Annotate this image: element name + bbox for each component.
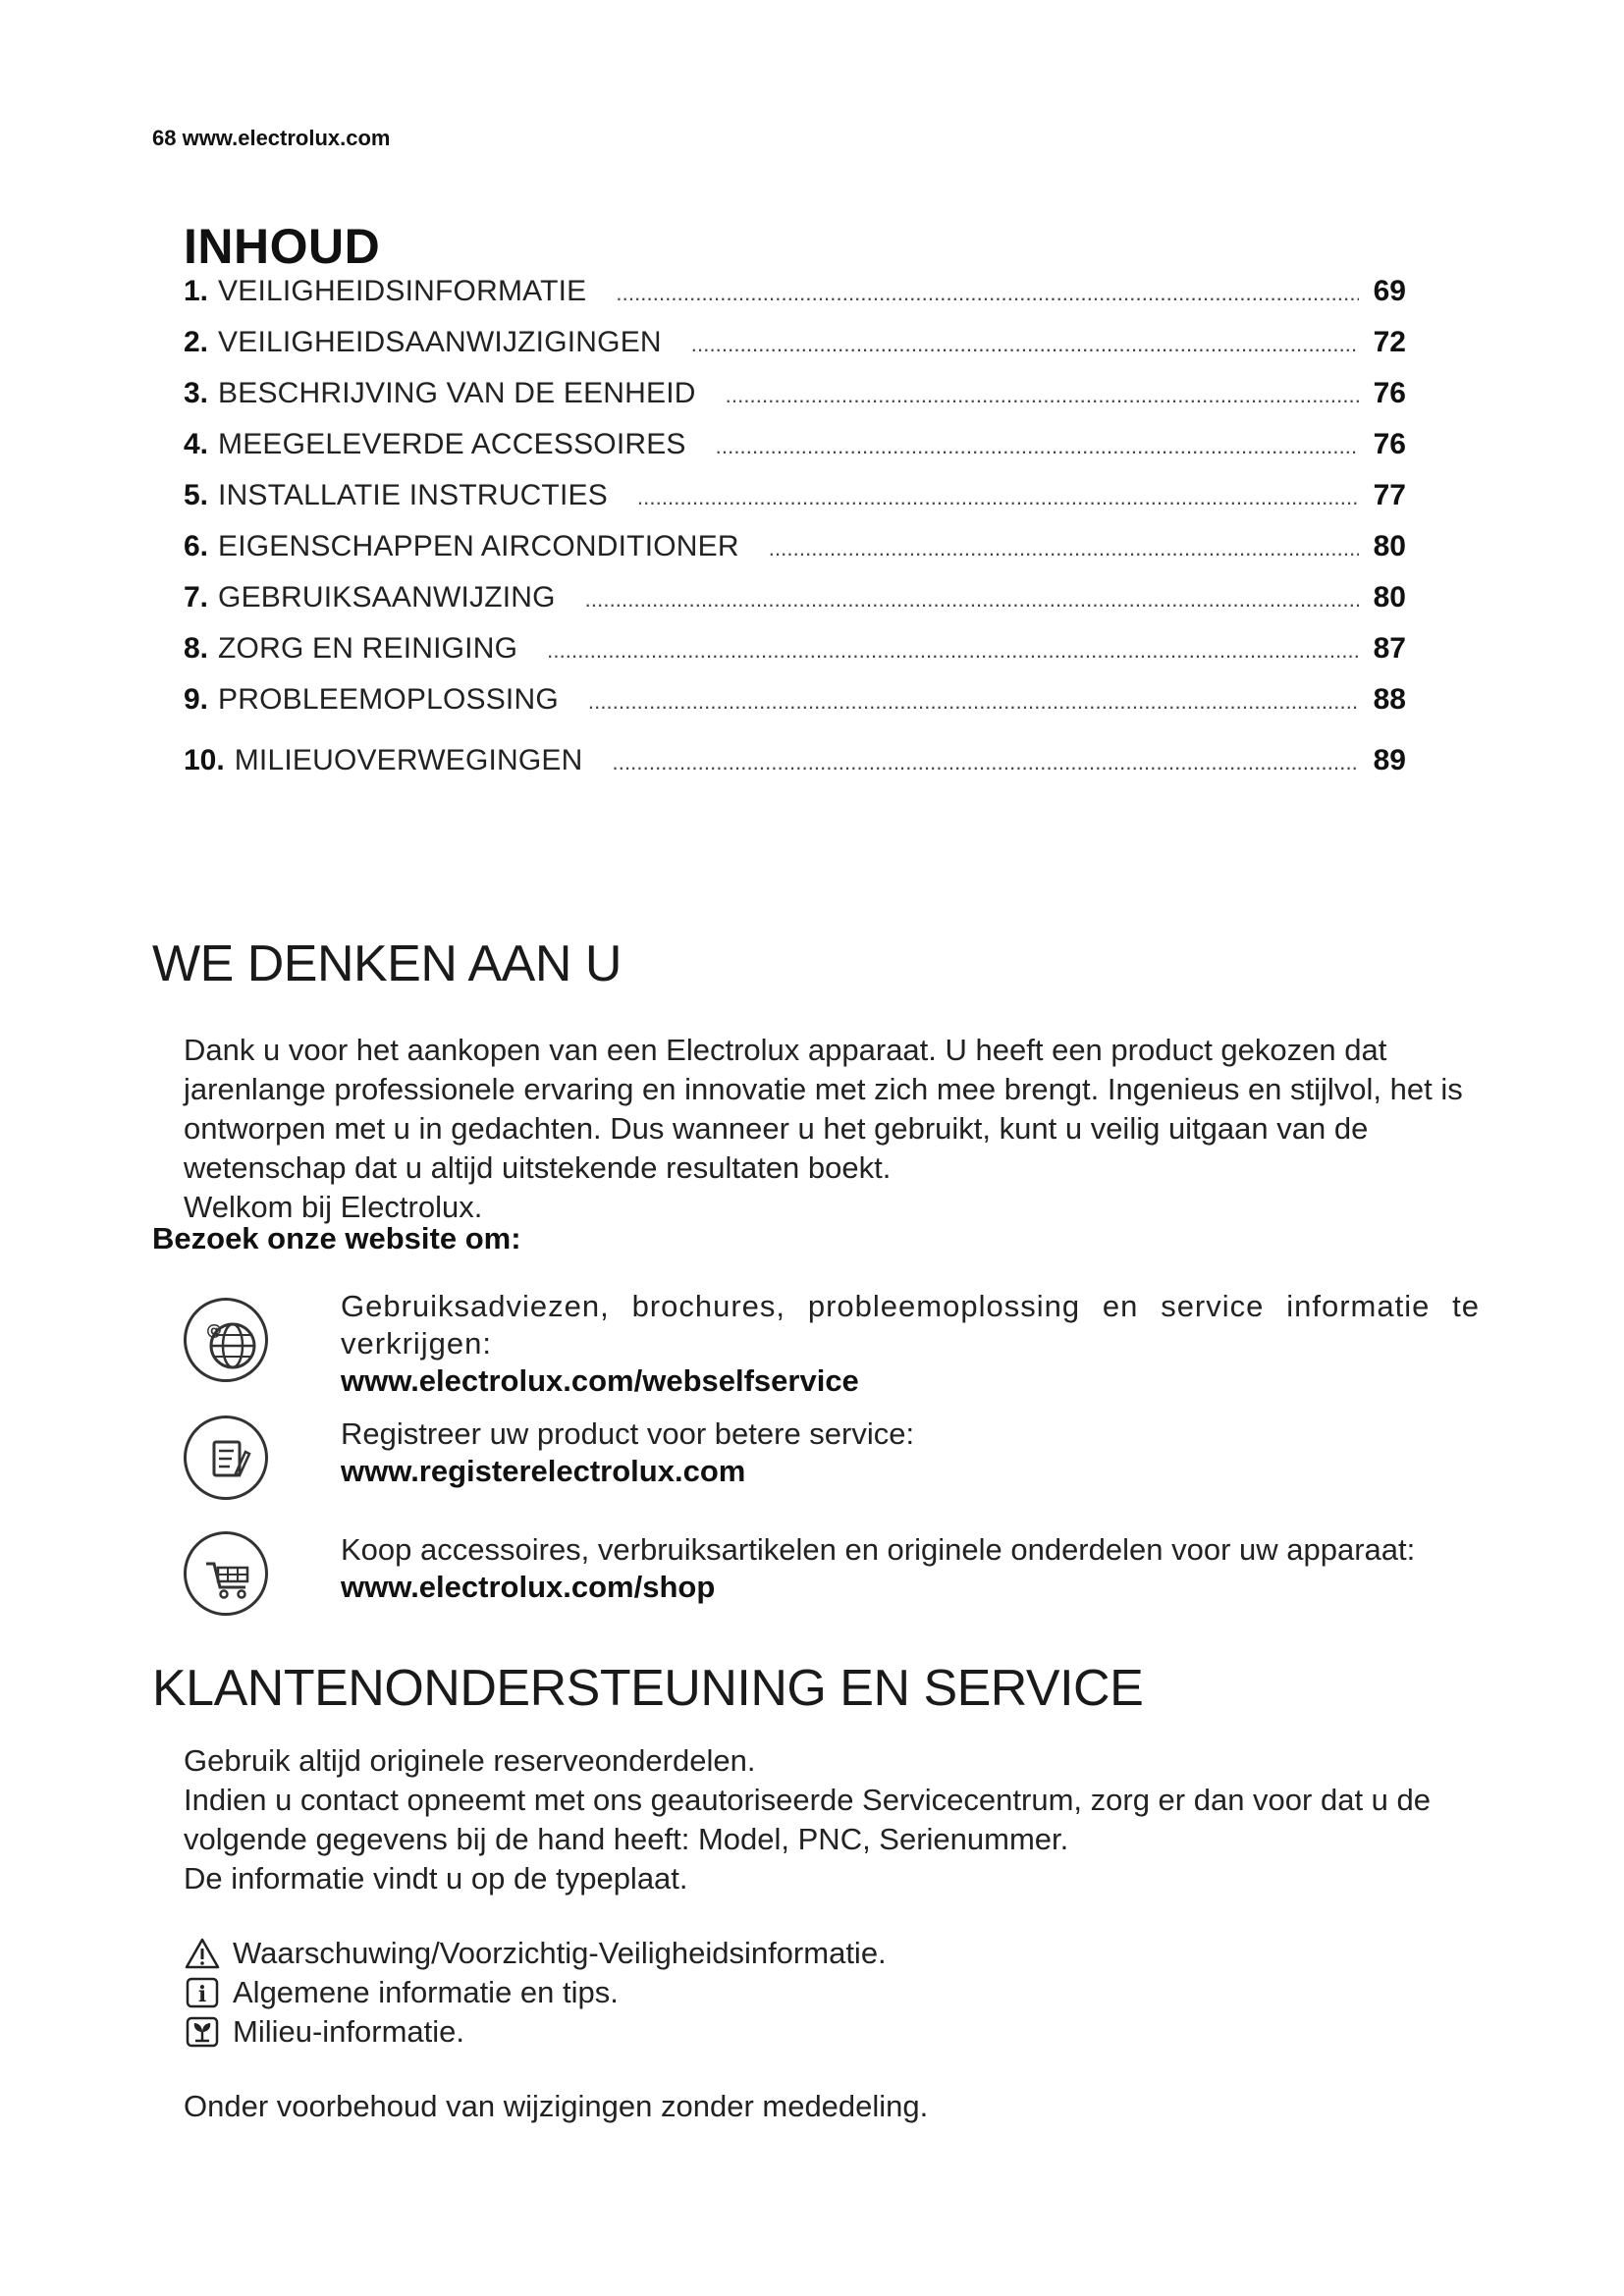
shopping-cart-icon	[184, 1531, 268, 1616]
info-icon	[184, 1976, 221, 2009]
legend-environment-label: Milieu-informatie.	[233, 2014, 465, 2049]
toc-dot-leader	[547, 638, 1359, 664]
toc-item-number: 1.	[184, 275, 209, 307]
toc-dot-leader	[726, 383, 1359, 408]
toc-item[interactable]	[184, 479, 1406, 530]
section-title-thinking: WE DENKEN AAN U	[152, 935, 622, 992]
link-description: Gebruiksadviezen, brochures, probleemoplossing en service informatie te verkrijgen:	[341, 1289, 1480, 1361]
legend-environment	[184, 2012, 464, 2052]
toc-item-number: 2.	[184, 326, 209, 358]
toc-item-number: 6.	[184, 530, 209, 562]
toc-item-page: 76	[1373, 428, 1406, 460]
toc-item-label: ZORG EN REINIGING	[218, 632, 518, 665]
toc-dot-leader	[613, 750, 1360, 775]
table-of-contents	[184, 275, 1406, 795]
toc-item-label: GEBRUIKSAANWIJZING	[218, 581, 556, 614]
support-line-2: Indien u contact opneemt met ons geautoriseerde Servicecentrum, zorg er dan voor dat u de volgende gegevens bij de hand heeft: Model, PNC, Serienummer.	[184, 1783, 1432, 1856]
register-document-icon	[184, 1415, 268, 1500]
legend-warning-label: Waarschuwing/Voorzichtig-Veiligheidsinformatie.	[233, 1936, 887, 1970]
webselfservice-url[interactable]: www.electrolux.com/webselfservice	[341, 1363, 859, 1398]
toc-item-label: VEILIGHEIDSAANWIJZIGINGEN	[218, 326, 662, 358]
link-description: Koop accessoires, verbruiksartikelen en originele onderdelen voor uw apparaat:	[341, 1532, 1416, 1567]
toc-item-page: 72	[1373, 326, 1406, 358]
toc-item[interactable]	[184, 428, 1406, 479]
toc-item-page: 80	[1373, 581, 1406, 614]
svg-text:i: i	[197, 1982, 207, 2007]
legend-info-label: Algemene informatie en tips.	[233, 1975, 619, 2009]
support-line-3: De informatie vindt u op de typeplaat.	[184, 1861, 688, 1896]
toc-item-page: 76	[1373, 377, 1406, 409]
visit-website-label: Bezoek onze website om:	[152, 1221, 521, 1255]
toc-item-number: 9.	[184, 683, 209, 716]
shop-url[interactable]: www.electrolux.com/shop	[341, 1570, 716, 1604]
toc-item[interactable]	[184, 326, 1406, 377]
svg-text:@: @	[206, 1320, 222, 1339]
toc-item[interactable]	[184, 744, 1406, 795]
toc-item-page: 69	[1373, 275, 1406, 307]
support-paragraph	[184, 1741, 1489, 1898]
toc-item[interactable]	[184, 377, 1406, 428]
warning-icon	[184, 1937, 221, 1970]
environment-icon	[184, 2015, 221, 2049]
legend-warning	[184, 1934, 887, 1973]
toc-item-label: BESCHRIJVING VAN DE EENHEID	[218, 377, 696, 409]
toc-item-label: MILIEUOVERWEGINGEN	[234, 744, 583, 776]
toc-item-label: INSTALLATIE INSTRUCTIES	[218, 479, 608, 511]
globe-icon	[184, 1298, 268, 1382]
toc-item-page: 89	[1373, 744, 1406, 776]
section-title-support: KLANTENONDERSTEUNING EN SERVICE	[152, 1660, 1144, 1717]
toc-dot-leader	[637, 485, 1359, 510]
toc-dot-leader	[769, 536, 1359, 561]
toc-item-number: 4.	[184, 428, 209, 460]
toc-dot-leader	[691, 332, 1359, 357]
welcome-line: Welkom bij Electrolux.	[184, 1190, 483, 1224]
toc-dot-leader	[588, 689, 1359, 715]
toc-title: INHOUD	[184, 219, 381, 274]
page-header: 68 www.electrolux.com	[152, 126, 391, 150]
toc-dot-leader	[716, 434, 1359, 459]
intro-body: Dank u voor het aankopen van een Electrolux apparaat. U heeft een product gekozen dat jarenlange professionele ervaring en innovatie met zich mee brengt. Ingenieus en stijlvol, het is ontworpen met u in gedachten. Dus wanneer u het gebruikt, kunt u veilig uitgaan van de wetenschap dat u altijd uitstekende resultaten boekt.	[184, 1033, 1463, 1185]
toc-dot-leader	[616, 281, 1359, 306]
toc-item-number: 5.	[184, 479, 209, 511]
support-line-1: Gebruik altijd originele reserveonderdelen.	[184, 1743, 756, 1778]
toc-item-number: 3.	[184, 377, 209, 409]
link-description: Registreer uw product voor betere service:	[341, 1416, 915, 1451]
toc-dot-leader	[585, 587, 1359, 613]
register-url[interactable]: www.registerelectrolux.com	[341, 1454, 746, 1488]
toc-item-page: 88	[1373, 683, 1406, 716]
toc-item-page: 87	[1373, 632, 1406, 665]
toc-item-label: EIGENSCHAPPEN AIRCONDITIONER	[218, 530, 739, 562]
toc-item[interactable]	[184, 275, 1406, 326]
toc-item-number: 7.	[184, 581, 209, 614]
toc-item-number: 10.	[184, 744, 225, 776]
legend-info	[184, 1973, 619, 2012]
toc-item[interactable]	[184, 683, 1406, 734]
intro-paragraph	[184, 1031, 1489, 1227]
toc-item[interactable]	[184, 632, 1406, 683]
toc-item[interactable]	[184, 581, 1406, 632]
toc-item-page: 77	[1373, 479, 1406, 511]
toc-item-page: 80	[1373, 530, 1406, 562]
toc-item-label: PROBLEEMOPLOSSING	[218, 683, 559, 716]
disclaimer-note: Onder voorbehoud van wijzigingen zonder mededeling.	[184, 2089, 929, 2123]
toc-item-label: VEILIGHEIDSINFORMATIE	[218, 275, 587, 307]
toc-item-label: MEEGELEVERDE ACCESSOIRES	[218, 428, 686, 460]
toc-item[interactable]	[184, 530, 1406, 581]
toc-item-number: 8.	[184, 632, 209, 665]
